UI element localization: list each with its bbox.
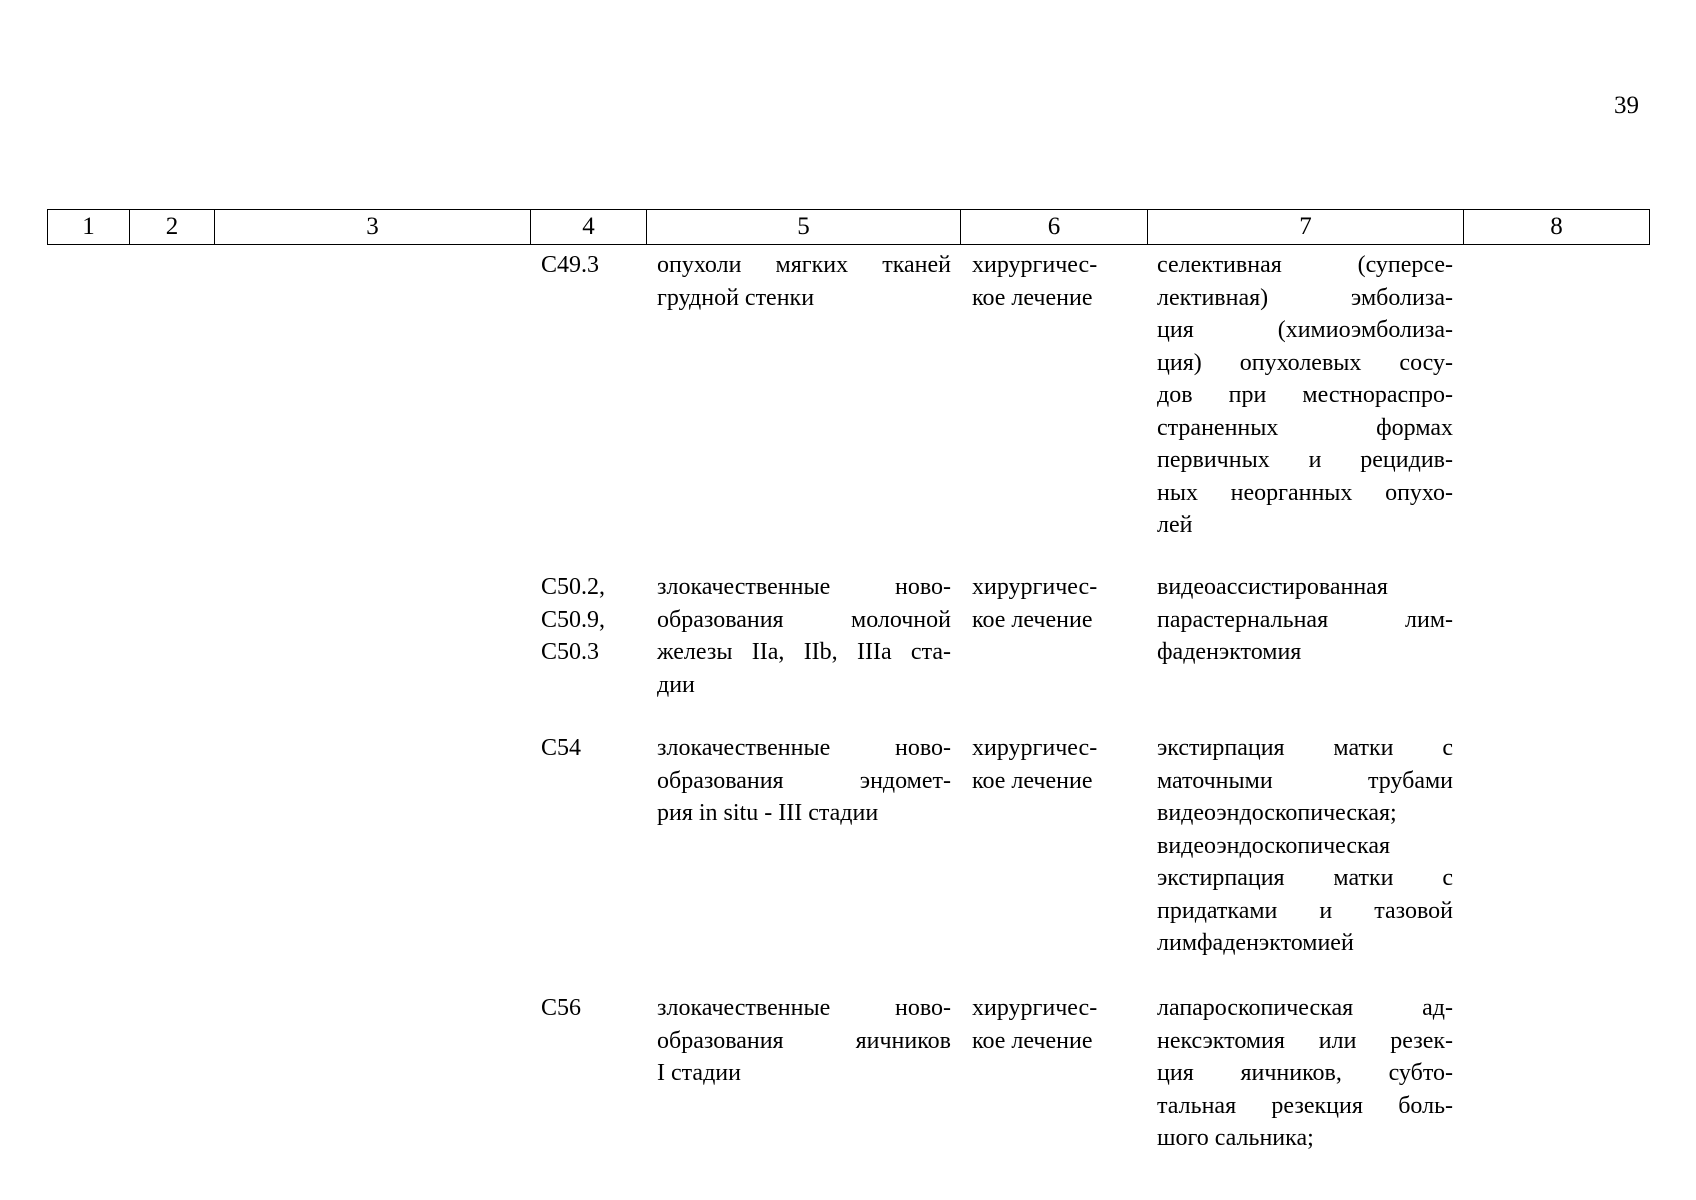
cell-method: [1157, 992, 1453, 1155]
text-line: C54: [541, 735, 582, 761]
text-line: C56: [541, 995, 582, 1021]
text-line: кое лечение: [972, 1027, 1093, 1054]
header-cell-6: 6: [960, 209, 1148, 245]
text-line: кое лечение: [972, 284, 1093, 311]
text-line: грудной стенки: [657, 284, 815, 311]
cell-diagnosis: [657, 249, 951, 314]
header-cell-3: 3: [214, 209, 531, 245]
text-line: видеоассистированная: [1157, 574, 1388, 600]
text-line: маточными трубами: [1157, 767, 1453, 794]
text-line: ция (химиоэмболиза-: [1157, 317, 1453, 343]
text-line: придатками и тазовой: [1157, 897, 1453, 924]
text-line: экстирпация матки с: [1157, 865, 1453, 891]
text-line: образования эндомет-: [657, 767, 951, 794]
text-line: кое лечение: [972, 767, 1093, 794]
text-line: C49.3: [541, 252, 600, 278]
text-line: лапароскопическая ад-: [1157, 995, 1453, 1021]
text-line: страненных формах: [1157, 414, 1453, 441]
cell-code: [541, 571, 636, 669]
text-line: ция яичников, субто-: [1157, 1060, 1453, 1086]
text-line: злокачественные ново-: [657, 574, 951, 600]
header-cell-1: 1: [47, 209, 130, 245]
text-line: первичных и рецидив-: [1157, 447, 1453, 473]
text-line: C50.9,: [541, 606, 606, 633]
header-cell-5: 5: [646, 209, 961, 245]
text-line: шого сальника;: [1157, 1125, 1314, 1151]
text-line: лективная) эмболиза-: [1157, 284, 1453, 311]
cell-diagnosis: [657, 732, 951, 830]
header-cell-7: 7: [1147, 209, 1464, 245]
text-line: нексэктомия или резек-: [1157, 1027, 1453, 1054]
header-cell-2: 2: [129, 209, 215, 245]
text-line: лей: [1157, 512, 1193, 538]
text-line: парастернальная лим-: [1157, 606, 1453, 633]
text-line: железы IIa, IIb, IIIa ста-: [657, 639, 951, 665]
text-line: I стадии: [657, 1060, 741, 1086]
cell-method: [1157, 249, 1453, 542]
text-line: селективная (суперсе-: [1157, 252, 1453, 278]
cell-treatment: [972, 992, 1122, 1057]
cell-code: [541, 249, 636, 282]
text-line: хирургичес-: [972, 995, 1098, 1021]
text-line: видеоэндоскопическая: [1157, 832, 1391, 859]
text-line: ция) опухолевых сосу-: [1157, 349, 1453, 376]
text-line: злокачественные ново-: [657, 735, 951, 761]
cell-method: [1157, 571, 1453, 669]
text-line: образования яичников: [657, 1027, 951, 1054]
text-line: образования молочной: [657, 606, 951, 633]
text-line: видеоэндоскопическая;: [1157, 800, 1397, 826]
text-line: тальная резекция боль-: [1157, 1092, 1453, 1119]
cell-code: [541, 732, 636, 765]
cell-treatment: [972, 732, 1122, 797]
text-line: лимфаденэктомией: [1157, 930, 1354, 956]
page-number: 39: [1614, 92, 1639, 119]
text-line: опухоли мягких тканей: [657, 252, 951, 278]
header-cell-8: 8: [1463, 209, 1650, 245]
text-line: хирургичес-: [972, 574, 1098, 600]
text-line: C50.2,: [541, 574, 606, 600]
text-line: фаденэктомия: [1157, 639, 1302, 665]
cell-diagnosis: [657, 571, 951, 701]
header-cell-4: 4: [530, 209, 647, 245]
cell-method: [1157, 732, 1453, 960]
text-line: C50.3: [541, 639, 600, 665]
text-line: хирургичес-: [972, 735, 1098, 761]
text-line: ных неорганных опухо-: [1157, 479, 1453, 506]
text-line: экстирпация матки с: [1157, 735, 1453, 761]
cell-treatment: [972, 571, 1122, 636]
text-line: хирургичес-: [972, 252, 1098, 278]
text-line: кое лечение: [972, 606, 1093, 633]
cell-code: [541, 992, 636, 1025]
text-line: дии: [657, 671, 695, 698]
cell-treatment: [972, 249, 1122, 314]
text-line: рия in situ - III стадии: [657, 800, 879, 826]
text-line: дов при местнораспро-: [1157, 382, 1453, 408]
cell-diagnosis: [657, 992, 951, 1090]
text-line: злокачественные ново-: [657, 995, 951, 1021]
